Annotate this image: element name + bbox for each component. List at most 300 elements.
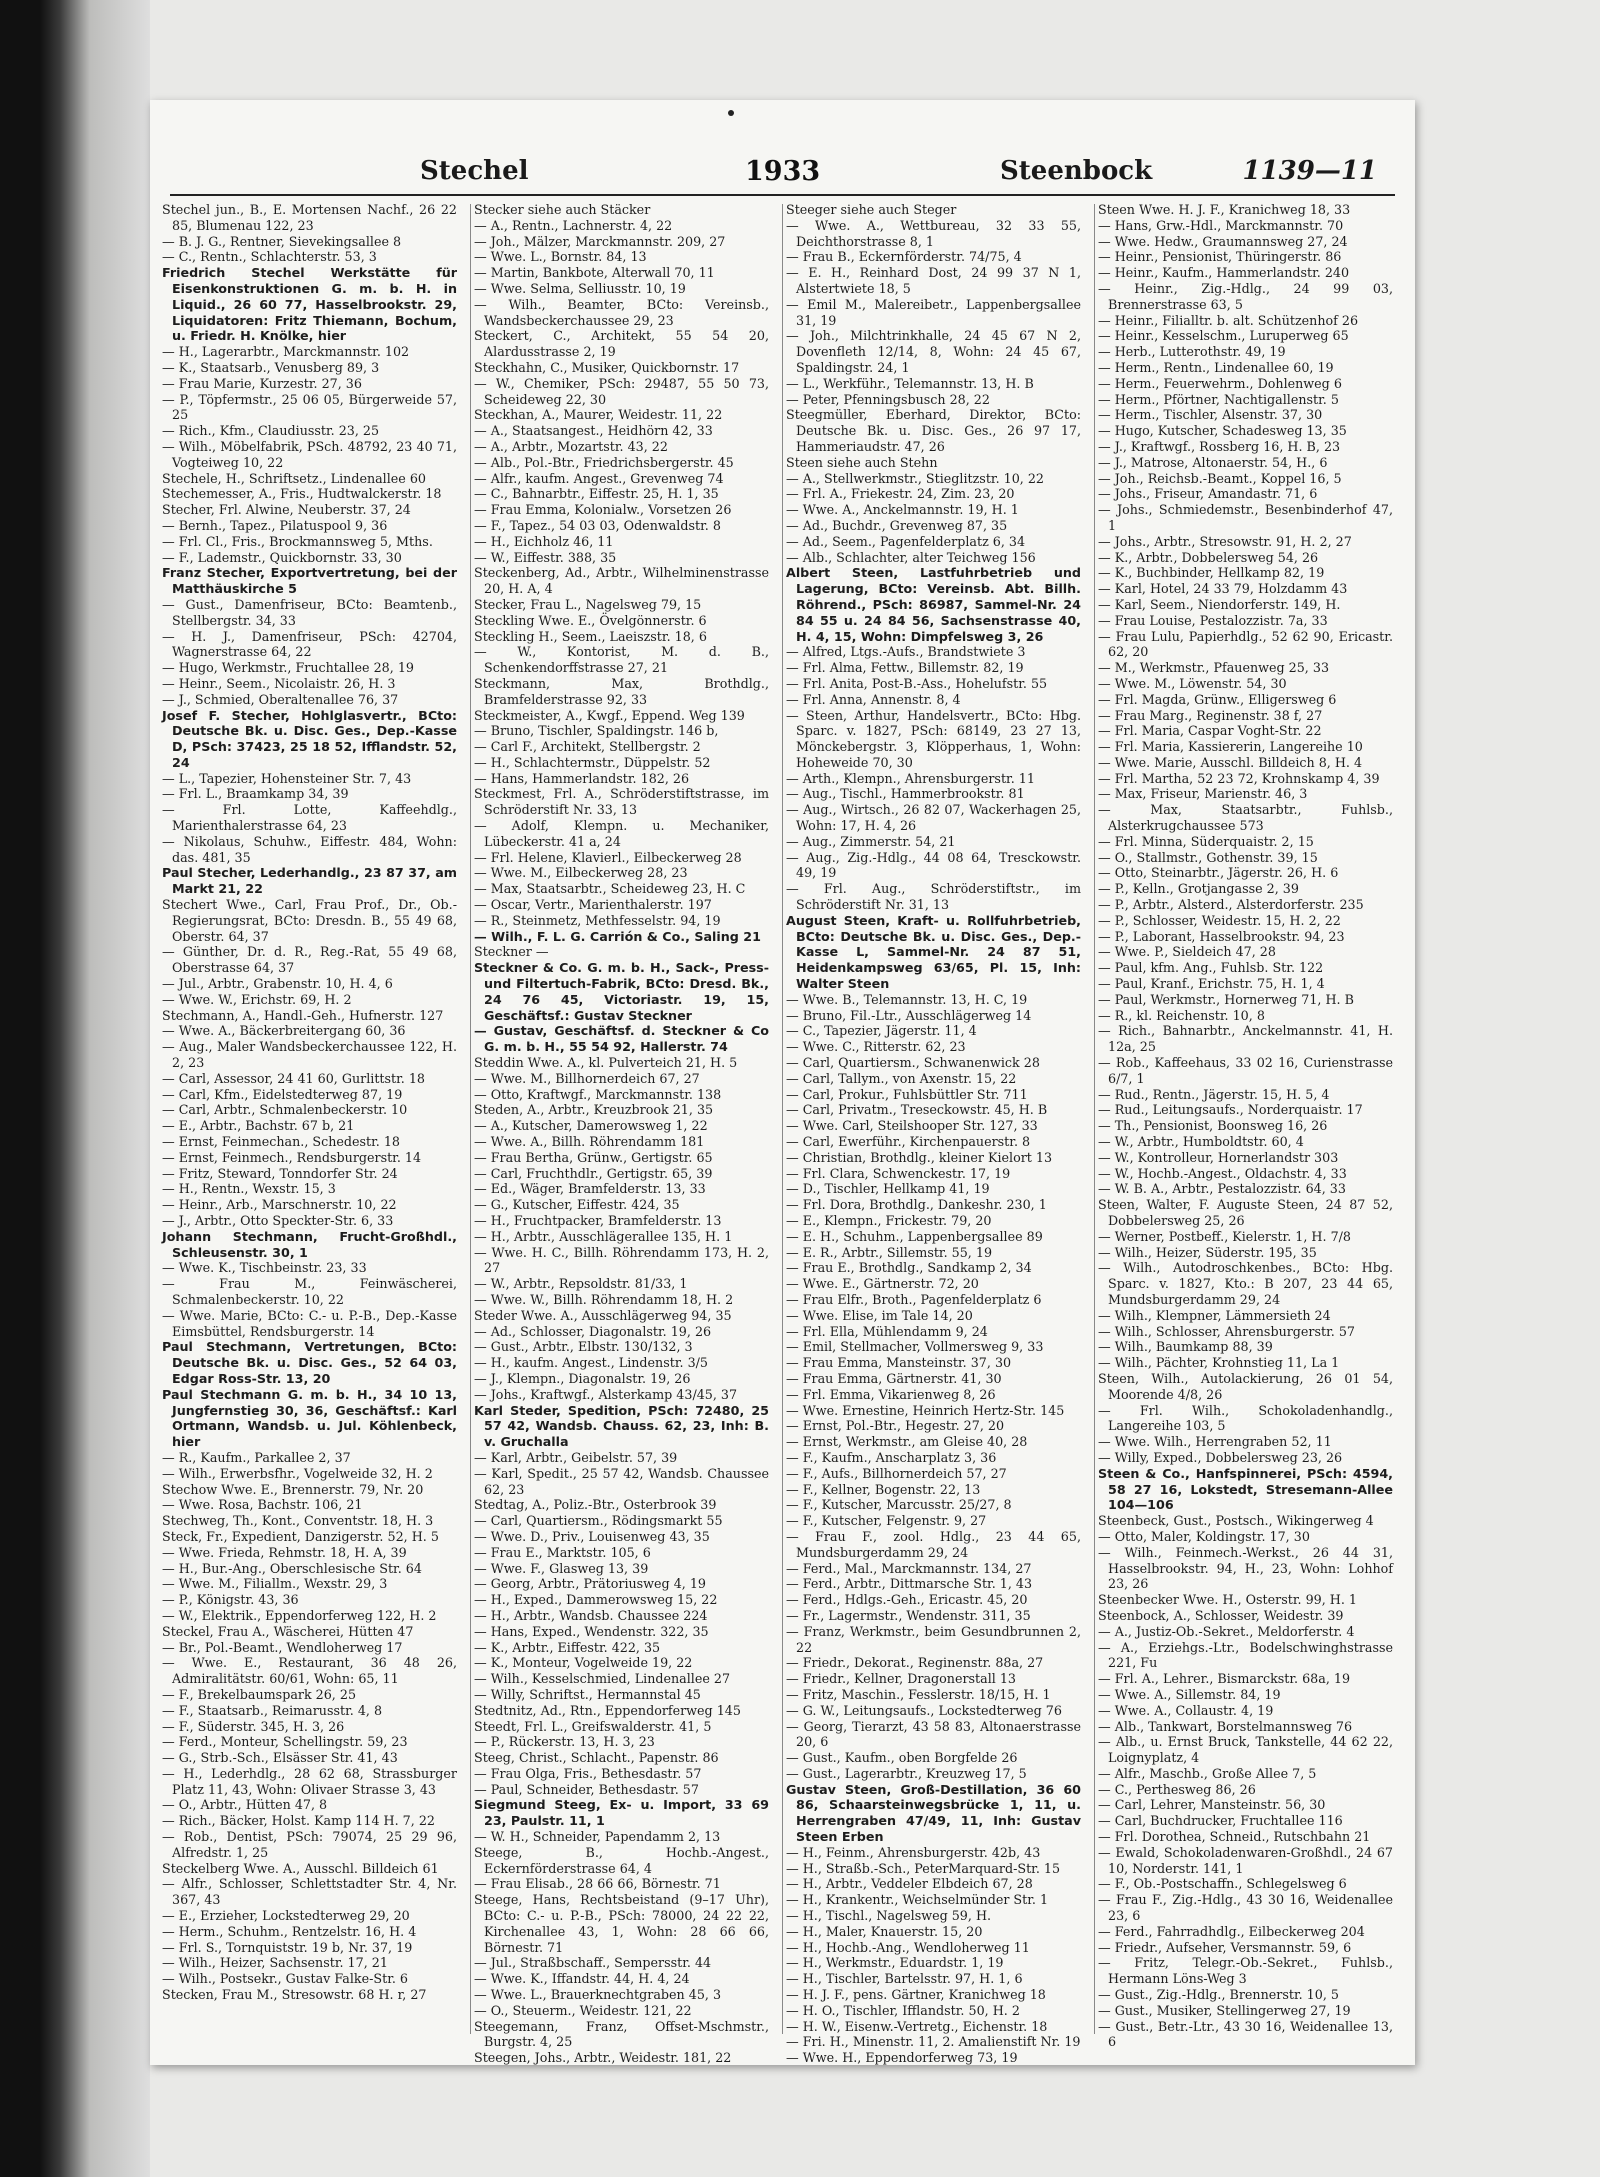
directory-entry: — Rich., Bahnarbtr., Anckelmannstr. 41, H. 12a, 25: [1098, 1023, 1393, 1055]
directory-entry: — Frl. Helene, Klavierl., Eilbeckerweg 28: [474, 849, 742, 865]
directory-entry: — R., Kaufm., Parkallee 2, 37: [162, 1449, 351, 1465]
directory-entry: — W. B. A., Arbtr., Pestalozzistr. 64, 33: [1098, 1181, 1346, 1197]
directory-entry: — Peter, Pfenningsbusch 28, 22: [786, 391, 990, 407]
directory-entry: — Frau F., zool. Hdlg., 23 44 65, Mundsburgerdamm 29, 24: [786, 1528, 1081, 1560]
directory-entry: Stechemesser, A., Fris., Hudtwalckerstr. 18: [162, 486, 442, 502]
directory-entry: — Paul, Kranf., Erichstr. 75, H. 1, 4: [1098, 976, 1325, 992]
directory-entry: — Wilh., Erwerbsfhr., Vogelweide 32, H. 2: [162, 1465, 433, 1481]
directory-entry: — R., Steinmetz, Methfesselstr. 94, 19: [474, 912, 721, 928]
directory-entry: — Wilh., Autodroschkenbes., BCto: Hbg. Sparc. v. 1827, Kto.: B 207, 23 44 65, Mundsburgerdamm 29, 24: [1098, 1260, 1393, 1307]
directory-entry: — Friedr., Kellner, Dragonerstall 13: [786, 1671, 1016, 1687]
directory-entry: — Ernst, Feinmechan., Schedestr. 18: [162, 1134, 400, 1150]
directory-entry: Paul Stechmann, Vertretungen, BCto: Deutsche Bk. u. Disc. Ges., 52 64 03, Edgar Ross-Str. 13, 20: [162, 1339, 457, 1386]
directory-entry: — K., Staatsarb., Venusberg 89, 3: [162, 359, 380, 375]
directory-entry: — Frau F., Zig.-Hdlg., 43 30 16, Weidenallee 23, 6: [1098, 1892, 1393, 1924]
directory-entry: — Herm., Tischler, Alsenstr. 37, 30: [1098, 407, 1323, 423]
directory-entry: — O., Steuerm., Weidestr. 121, 22: [474, 2002, 692, 2018]
directory-entry: — Heinr., Zig.-Hdlg., 24 99 03, Brennerstrasse 63, 5: [1098, 280, 1393, 312]
directory-entry: — Wwe. Hedw., Graumannsweg 27, 24: [1098, 233, 1348, 249]
directory-entry: — Rich., Kfm., Claudiusstr. 23, 25: [162, 423, 380, 439]
column-3: [786, 202, 1081, 2066]
directory-entry: — Carl, Kfm., Eidelstedterweg 87, 19: [162, 1086, 403, 1102]
directory-entry: — Wwe. W., Erichstr. 69, H. 2: [162, 991, 352, 1007]
directory-entry: — Frl. Dorothea, Schneid., Rutschbahn 21: [1098, 1829, 1371, 1845]
directory-entry: — Frau Louise, Pestalozzistr. 7a, 33: [1098, 612, 1328, 628]
directory-entry: — Wwe. A., Billh. Röhrendamm 181: [474, 1134, 705, 1150]
directory-entry: — Aug., Maler Wandsbeckerchaussee 122, H. 2, 23: [162, 1039, 457, 1071]
directory-entry: — Adolf, Klempn. u. Mechaniker, Lübeckerstr. 41 a, 24: [474, 818, 769, 849]
directory-entry: — A., Stellwerkmstr., Stieglitzstr. 10, 22: [786, 470, 1045, 486]
directory-entry: Steen, Wilh., Autolackierung, 26 01 54, Moorende 4/8, 26: [1098, 1370, 1393, 1402]
directory-entry: — Wwe. A., Collaustr. 4, 19: [1098, 1702, 1274, 1718]
directory-entry: August Steen, Kraft- u. Rollfuhrbetrieb, BCto: Deutsche Bk. u. Disc. Ges., Dep.-Kasse L, Sammel-Nr. 24 87 51, Heidenkampsweg 63/65, Pl. 15, Inh: Walter Steen: [786, 912, 1081, 992]
directory-entry: — K., Monteur, Vogelweide 19, 22: [474, 1655, 693, 1671]
directory-entry: — F., Brekelbaumspark 26, 25: [162, 1686, 357, 1702]
directory-entry: Steegemann, Franz, Offset-Mschmstr., Burgstr. 4, 25: [474, 2018, 769, 2050]
directory-entry: — F., Lademstr., Quickbornstr. 33, 30: [162, 549, 402, 565]
directory-entry: — E. R., Arbtr., Sillemstr. 55, 19: [786, 1244, 993, 1260]
directory-entry: Steckmann, Max, Brothdlg., Bramfelderstrasse 92, 33: [474, 675, 769, 707]
directory-entry: Steder Wwe. A., Ausschlägerweg 94, 35: [474, 1307, 732, 1323]
directory-entry: Steenbock, A., Schlosser, Weidestr. 39: [1098, 1607, 1344, 1623]
directory-entry: — Wilh., Feinmech.-Werkst., 26 44 31, Hasselbrookstr. 94, H., 23, Wohn: Lohhof 23, 26: [1098, 1544, 1393, 1592]
directory-entry: — F., Kutscher, Felgenstr. 9, 27: [786, 1513, 987, 1529]
directory-entry: — Wwe. A., Wettbureau, 32 33 55, Deichthorstrasse 8, 1: [786, 217, 1081, 249]
directory-entry: — Günther, Dr. d. R., Reg.-Rat, 55 49 68, Oberstrasse 64, 37: [162, 944, 457, 976]
directory-entry: — Ernst, Werkmstr., am Gleise 40, 28: [786, 1434, 1028, 1450]
directory-entry: — Wwe. M., Filiallm., Wexstr. 29, 3: [162, 1576, 388, 1592]
directory-entry: — W., Kontrolleur, Hornerlandstr 303: [1098, 1149, 1339, 1165]
header-last-entry: Steenbock: [1000, 156, 1153, 186]
directory-entry: — Alb., Schlachter, alter Teichweg 156: [786, 549, 1036, 565]
directory-entry: — Ed., Wäger, Bramfelderstr. 13, 33: [474, 1181, 706, 1197]
directory-entry: — Wwe. E., Gärtnerstr. 72, 20: [786, 1276, 979, 1292]
directory-entry: — Wwe. Carl, Steilshooper Str. 127, 33: [786, 1118, 1038, 1134]
directory-entry: — Frl. Emma, Vikarienweg 8, 26: [786, 1386, 996, 1402]
directory-entry: — K., Buchbinder, Hellkamp 82, 19: [1098, 565, 1325, 581]
directory-entry: Stechmann, A., Handl.-Geh., Hufnerstr. 127: [162, 1007, 444, 1023]
directory-entry: — Joh., Reichsb.-Beamt., Koppel 16, 5: [1098, 470, 1342, 486]
directory-entry: — Wilh., Heizer, Süderstr. 195, 35: [1098, 1244, 1317, 1260]
directory-entry: — Franz, Werkmstr., beim Gesundbrunnen 2, 22: [786, 1623, 1081, 1655]
directory-entry: — Paul, kfm. Ang., Fuhlsb. Str. 122: [1098, 960, 1324, 976]
directory-entry: — H., Schlachtermstr., Düppelstr. 52: [474, 754, 711, 770]
directory-entry: — Fri. H., Minenstr. 11, 2. Amalienstift Nr. 19: [786, 2034, 1081, 2050]
directory-entry: — Aug., Zig.-Hdlg., 44 08 64, Tresckowstr. 49, 19: [786, 849, 1081, 881]
directory-entry: Steck, Fr., Expedient, Danzigerstr. 52, H. 5: [162, 1528, 439, 1544]
directory-entry: — Johs., Arbtr., Stresowstr. 91, H. 2, 27: [1098, 533, 1352, 549]
directory-entry: — E., Klempn., Frickestr. 79, 20: [786, 1213, 992, 1228]
directory-entry: — Frau Emma, Mansteinstr. 37, 30: [786, 1355, 1012, 1371]
print-dot: [728, 110, 734, 116]
directory-entry: — Heinr., Seem., Nicolaistr. 26, H. 3: [162, 675, 396, 691]
directory-entry: — Wwe. L., Brauerknechtgraben 45, 3: [474, 1987, 722, 2003]
directory-entry: — L., Tapezier, Hohensteiner Str. 7, 43: [162, 770, 412, 786]
directory-entry: — Frl. Aug., Schröderstiftstr., im Schröderstift Nr. 31, 13: [786, 881, 1081, 913]
directory-entry: Steckling H., Seem., Laeiszstr. 18, 6: [474, 628, 707, 644]
directory-entry: — Paul, Schneider, Bethesdastr. 57: [474, 1781, 699, 1797]
directory-entry: — Frl. Lotte, Kaffeehdlg., Marienthalerstrasse 64, 23: [162, 802, 457, 834]
directory-entry: — H., Arbtr., Veddeler Elbdeich 67, 28: [786, 1876, 1033, 1892]
directory-entry: — H., Hochb.-Ang., Wendloherweg 11: [786, 1939, 1030, 1955]
directory-entry: — G., Strb.-Sch., Elsässer Str. 41, 43: [162, 1750, 398, 1766]
directory-entry: — Carl, Tallym., von Axenstr. 15, 22: [786, 1070, 1017, 1086]
directory-entry: — Johs., Kraftwgf., Alsterkamp 43/45, 37: [474, 1386, 738, 1402]
directory-entry: — Carl, Assessor, 24 41 60, Gurlittstr. 18: [162, 1070, 426, 1086]
directory-entry: — Wwe. Marie, BCto: C.- u. P.-B., Dep.-Kasse Eimsbüttel, Rendsburgerstr. 14: [162, 1307, 457, 1339]
directory-entry: — J., Klempn., Diagonalstr. 19, 26: [474, 1370, 691, 1386]
directory-entry: — Max, Staatsarbtr., Scheideweg 23, H. C: [474, 881, 746, 897]
directory-entry: — Hans, Exped., Wendenstr. 322, 35: [474, 1623, 709, 1639]
directory-entry: — Rud., Leitungsaufs., Norderquaistr. 17: [1098, 1102, 1363, 1118]
directory-entry: — Friedr., Aufseher, Versmannstr. 59, 6: [1098, 1939, 1352, 1955]
directory-entry: — Ad., Buchdr., Grevenweg 87, 35: [786, 517, 1008, 533]
directory-entry: — Wwe. Wilh., Herrengraben 52, 11: [1098, 1434, 1332, 1450]
directory-entry: — Frau Bertha, Grünw., Gertigstr. 65: [474, 1149, 713, 1165]
directory-entry: — Frl. Anita, Post-B.-Ass., Hohelufstr. 55: [786, 675, 1048, 691]
directory-entry: — H., Arbtr., Ausschlägerallee 135, H. 1: [474, 1228, 733, 1244]
directory-entry: — Frl. L., Braamkamp 34, 39: [162, 786, 349, 802]
directory-entry: — Aug., Zimmerstr. 54, 21: [786, 833, 956, 849]
directory-entry: Stecher, Frl. Alwine, Neuberstr. 37, 24: [162, 502, 411, 518]
directory-entry: Steddin Wwe. A., kl. Pulverteich 21, H. 5: [474, 1055, 738, 1071]
directory-entry: Steen siehe auch Stehn: [786, 454, 938, 470]
directory-entry: — Herb., Lutterothstr. 49, 19: [1098, 344, 1286, 360]
directory-entry: — H. W., Eisenw.-Vertretg., Eichenstr. 18: [786, 2018, 1048, 2034]
directory-entry: — H., Fruchtpacker, Bramfelderstr. 13: [474, 1213, 722, 1228]
directory-entry: — E., Erzieher, Lockstedterweg 29, 20: [162, 1908, 410, 1924]
directory-entry: — Ad., Schlosser, Diagonalstr. 19, 26: [474, 1323, 712, 1339]
directory-entry: — Gust., Lagerarbtr., Kreuzweg 17, 5: [786, 1765, 1027, 1781]
column-1: [162, 202, 457, 2042]
directory-entry: — F., Kutscher, Marcusstr. 25/27, 8: [786, 1497, 1012, 1513]
directory-entry: — H., Bur.-Ang., Oberschlesische Str. 64: [162, 1560, 422, 1576]
directory-entry: Steeger siehe auch Steger: [786, 202, 957, 217]
directory-entry: — E., Arbtr., Bachstr. 67 b, 21: [162, 1118, 355, 1134]
directory-entry: Steen & Co., Hanfspinnerei, PSch: 4594, 58 27 16, Lokstedt, Stresemann-Allee 104—106: [1098, 1465, 1393, 1513]
page-header: [170, 152, 1395, 196]
directory-entry: Stechow Wwe. E., Brennerstr. 79, Nr. 20: [162, 1481, 424, 1497]
directory-entry: — Oscar, Vertr., Marienthalerstr. 197: [474, 897, 712, 913]
directory-entry: — Max, Friseur, Marienstr. 46, 3: [1098, 786, 1308, 802]
directory-entry: Steckling Wwe. E., Övelgönnerstr. 6: [474, 612, 707, 628]
directory-entry: Steckner —: [474, 944, 549, 960]
directory-entry: Stedtnitz, Ad., Rtn., Eppendorferweg 145: [474, 1702, 741, 1718]
directory-entry: Steege, B., Hochb.-Angest., Eckernförderstrasse 64, 4: [474, 1844, 769, 1876]
directory-entry: Steckel, Frau A., Wäscherei, Hütten 47: [162, 1623, 414, 1639]
directory-entry: — Bernh., Tapez., Pilatuspool 9, 36: [162, 517, 388, 533]
directory-entry: Karl Steder, Spedition, PSch: 72480, 25 57 42, Wandsb. Chauss. 62, 23, Inh: B. v. Gruchalla: [474, 1402, 769, 1450]
directory-entry: Stecker siehe auch Stäcker: [474, 202, 651, 217]
directory-entry: — Wilh., Beamter, BCto: Vereinsb., Wandsbeckerchaussee 29, 23: [474, 296, 769, 328]
directory-entry: — Martin, Bankbote, Alterwall 70, 11: [474, 265, 715, 281]
directory-entry: — Frl. Maria, Kassiererin, Langereihe 10: [1098, 739, 1363, 755]
directory-entry: Stecken, Frau M., Stresowstr. 68 H. r, 27: [162, 1987, 427, 2003]
directory-entry: — Frl. Dora, Brothdlg., Dankeshr. 230, 1: [786, 1197, 1047, 1213]
directory-entry: — Wilh., Postsekr., Gustav Falke-Str. 6: [162, 1971, 408, 1987]
directory-entry: — Wwe. W., Billh. Röhrendamm 18, H. 2: [474, 1291, 734, 1307]
directory-entry: — Jul., Arbtr., Grabenstr. 10, H. 4, 6: [162, 976, 393, 992]
directory-entry: — Frau Emma, Kolonialw., Vorsetzen 26: [474, 502, 732, 518]
directory-entry: — P., Laborant, Hasselbrookstr. 94, 23: [1098, 928, 1345, 944]
directory-entry: — Hans, Hammerlandstr. 182, 26: [474, 770, 690, 786]
directory-entry: — P., Töpfermstr., 25 06 05, Bürgerweide 57, 25: [162, 391, 457, 423]
directory-entry: — W., Elektrik., Eppendorferweg 122, H. 2: [162, 1607, 437, 1623]
directory-entry: — Herm., Rentn., Lindenallee 60, 19: [1098, 359, 1334, 375]
directory-entry: Steen, Walter, F. Auguste Steen, 24 87 52, Dobbelersweg 25, 26: [1098, 1197, 1393, 1228]
directory-entry: — Wwe. M., Eilbeckerweg 28, 23: [474, 865, 688, 881]
directory-entry: Steen Wwe. H. J. F., Kranichweg 18, 33: [1098, 202, 1351, 217]
directory-entry: — A., Kutscher, Damerowsweg 1, 22: [474, 1118, 708, 1134]
directory-entry: — O., Arbtr., Hütten 47, 8: [162, 1797, 328, 1813]
directory-entry: — Georg, Tierarzt, 43 58 83, Altonaerstrasse 20, 6: [786, 1718, 1081, 1750]
directory-entry: — Wwe. H. C., Billh. Röhrendamm 173, H. 2, 27: [474, 1244, 769, 1276]
directory-entry: — H., Lagerarbtr., Marckmannstr. 102: [162, 344, 410, 360]
directory-entry: — H., Exped., Dammerowsweg 15, 22: [474, 1592, 718, 1608]
directory-entry: Stechel jun., B., E. Mortensen Nachf., 26 22 85, Blumenau 122, 23: [162, 202, 457, 233]
directory-entry: — Gust., Betr.-Ltr., 43 30 16, Weidenallee 13, 6: [1098, 2018, 1393, 2050]
directory-entry: — W., Hochb.-Angest., Oldachstr. 4, 33: [1098, 1165, 1347, 1181]
directory-entry: — Wilh., Schlosser, Ahrensburgerstr. 57: [1098, 1323, 1355, 1339]
directory-entry: — Alb., Tankwart, Borstelmannsweg 76: [1098, 1718, 1353, 1734]
column-2: [474, 202, 769, 2066]
directory-entry: — Wwe. E., Restaurant, 36 48 26, Admiralitätstr. 60/61, Wohn: 65, 11: [162, 1655, 457, 1687]
directory-entry: — F., Ob.-Postschaffn., Schlegelsweg 6: [1098, 1876, 1347, 1892]
directory-entry: — Rich., Bäcker, Holst. Kamp 114 H. 7, 22: [162, 1813, 435, 1829]
directory-entry: Gustav Steen, Groß-Destillation, 36 60 86, Schaarsteinwegsbrücke 1, 11, u. Herrengraben 47/49, 11, Inh: Gustav Steen Erben: [786, 1781, 1081, 1845]
directory-entry: — C., Rentn., Schlachterstr. 53, 3: [162, 249, 377, 265]
directory-entry: — Carl, Quartiersm., Rödingsmarkt 55: [474, 1513, 723, 1529]
directory-entry: — Bruno, Fil.-Ltr., Ausschlägerweg 14: [786, 1007, 1032, 1023]
directory-entry: — Willy, Schriftst., Hermannstal 45: [474, 1686, 701, 1702]
directory-entry: — P., Rückerstr. 13, H. 3, 23: [474, 1734, 655, 1750]
directory-entry: — Bruno, Tischler, Spaldingstr. 146 b,: [474, 723, 719, 739]
directory-entry: — Otto, Maler, Koldingstr. 17, 30: [1098, 1528, 1310, 1544]
directory-entry: — Georg, Arbtr., Prätoriusweg 4, 19: [474, 1576, 706, 1592]
directory-entry: — P., Kelln., Grotjangasse 2, 39: [1098, 881, 1299, 897]
directory-entry: — A., Staatsangest., Heidhörn 42, 33: [474, 423, 713, 439]
directory-entry: — Wwe. D., Priv., Louisenweg 43, 35: [474, 1528, 710, 1544]
directory-entry: — Ewald, Schokoladenwaren-Großhdl., 24 67 10, Norderstr. 141, 1: [1098, 1844, 1393, 1876]
directory-entry: — Frau M., Feinwäscherei, Schmalenbeckerstr. 10, 22: [162, 1276, 457, 1307]
directory-entry: Steenbeck, Gust., Postsch., Wikingerweg 4: [1098, 1513, 1374, 1529]
directory-entry: — C., Tapezier, Jägerstr. 11, 4: [786, 1023, 977, 1039]
directory-entry: — Karl, Spedit., 25 57 42, Wandsb. Chaussee 62, 23: [474, 1465, 769, 1497]
directory-entry: — Wwe. L., Bornstr. 84, 13: [474, 249, 647, 265]
directory-entry: Steegmüller, Eberhard, Direktor, BCto: Deutsche Bk. u. Disc. Ges., 26 97 17, Hammeriaudstr. 47, 26: [786, 407, 1081, 454]
directory-entry: — Frl. S., Tornquiststr. 19 b, Nr. 37, 19: [162, 1939, 413, 1955]
directory-entry: — Wwe. K., Tischbeinstr. 23, 33: [162, 1260, 367, 1276]
directory-entry: — Fritz, Maschin., Fesslerstr. 18/15, H. 1: [786, 1686, 1051, 1702]
directory-entry: — Frl. Anna, Annenstr. 8, 4: [786, 691, 961, 707]
directory-entry: — Wwe. H., Eppendorferweg 73, 19: [786, 2050, 1018, 2066]
directory-entry: — C., Bahnarbtr., Eiffestr. 25, H. 1, 35: [474, 486, 719, 502]
directory-entry: — Wwe. F., Glasweg 13, 39: [474, 1560, 649, 1576]
directory-entry: Steckner & Co. G. m. b. H., Sack-, Press- und Filtertuch-Fabrik, BCto: Dresd. Bk., 24 76 45, Victoriastr. 19, 15, Geschäftsf.: Gustav Steckner: [474, 960, 769, 1023]
directory-entry: — Joh., Milchtrinkhalle, 24 45 67 N 2, Dovenfleth 12/14, 8, Wohn: 24 45 67, Spaldingstr. 24, 1: [786, 328, 1081, 375]
directory-entry: — G. W., Leitungsaufs., Lockstedterweg 76: [786, 1702, 1062, 1718]
directory-entry: — Emil M., Malereibetr., Lappenbergsallee 31, 19: [786, 296, 1081, 328]
directory-entry: — Carl, Arbtr., Schmalenbeckerstr. 10: [162, 1102, 408, 1118]
directory-entry: — Frl. Wilh., Schokoladenhandlg., Langereihe 103, 5: [1098, 1402, 1393, 1434]
directory-entry: Steenbecker Wwe. H., Osterstr. 99, H. 1: [1098, 1592, 1357, 1608]
directory-entry: — P., Arbtr., Alsterd., Alsterdorferstr. 235: [1098, 897, 1364, 913]
directory-entry: — Alfr., Maschb., Große Allee 7, 5: [1098, 1765, 1317, 1781]
directory-entry: Paul Stecher, Lederhandlg., 23 87 37, am Markt 21, 22: [162, 865, 457, 897]
directory-entry: Steedt, Frl. L., Greifswalderstr. 41, 5: [474, 1718, 712, 1734]
directory-entry: — A., Erziehgs.-Ltr., Bodelschwinghstrasse 221, Fu: [1098, 1639, 1393, 1671]
directory-entry: — Arth., Klempn., Ahrensburgerstr. 11: [786, 770, 1035, 786]
directory-entry: — H. O., Tischler, Ifflandstr. 50, H. 2: [786, 2002, 1020, 2018]
directory-entry: — Wilh., Klempner, Lämmersieth 24: [1098, 1307, 1331, 1323]
directory-entry: — Frau Olga, Fris., Bethesdastr. 57: [474, 1765, 702, 1781]
directory-entry: — Frau Elisab., 28 66 66, Börnestr. 71: [474, 1876, 721, 1892]
directory-entry: — W., Eiffestr. 388, 35: [474, 549, 617, 565]
directory-entry: — C., Perthesweg 86, 26: [1098, 1781, 1256, 1797]
directory-entry: Steege, Hans, Rechtsbeistand (9–17 Uhr), BCto: C.- u. P.-B., PSch: 78000, 24 22 22, Kirchenallee 43, 1, Wohn: 28 66 66, Börnestr. 71: [474, 1892, 769, 1955]
directory-entry: Siegmund Steeg, Ex- u. Import, 33 69 23, Paulstr. 11, 1: [474, 1797, 769, 1829]
directory-entry: — Ferd., Fahrradhdlg., Eilbeckerweg 204: [1098, 1923, 1365, 1939]
directory-entry: — H., Eichholz 46, 11: [474, 533, 614, 549]
directory-entry: — B. J. G., Rentner, Sievekingsallee 8: [162, 233, 402, 249]
directory-entry: — H., Lederhdlg., 28 62 68, Strassburger Platz 11, 43, Wohn: Olivaer Strasse 3, 43: [162, 1765, 457, 1797]
header-first-entry: Stechel: [420, 156, 529, 186]
directory-entry: Stechweg, Th., Kont., Conventstr. 18, H. 3: [162, 1513, 434, 1529]
directory-entry: — H., Tischler, Bartelsstr. 97, H. 1, 6: [786, 1971, 1023, 1987]
directory-entry: — Wwe. M., Löwenstr. 54, 30: [1098, 675, 1287, 691]
directory-entry: — Karl, Hotel, 24 33 79, Holzdamm 43: [1098, 581, 1348, 597]
directory-entry: — Nikolaus, Schuhw., Eiffestr. 484, Wohn: das. 481, 35: [162, 833, 457, 865]
directory-entry: — Frl. Alma, Fettw., Billemstr. 82, 19: [786, 660, 1024, 676]
directory-entry: — Frl. Cl., Fris., Brockmannsweg 5, Mths.: [162, 533, 433, 549]
directory-entry: — K., Arbtr., Eiffestr. 422, 35: [474, 1639, 661, 1655]
directory-entry: — F., Süderstr. 345, H. 3, 26: [162, 1718, 345, 1734]
directory-entry: — Ernst, Feinmech., Rendsburgerstr. 14: [162, 1149, 422, 1165]
directory-entry: — Carl, Lehrer, Mansteinstr. 56, 30: [1098, 1797, 1326, 1813]
directory-entry: Steckmest, Frl. A., Schröderstiftstrasse, im Schröderstift Nr. 33, 13: [474, 786, 769, 818]
directory-entry: Steckmeister, A., Kwgf., Eppend. Weg 139: [474, 707, 745, 723]
directory-entry: — Frau Emma, Gärtnerstr. 41, 30: [786, 1370, 1002, 1386]
directory-entry: — Wilh., Heizer, Sachsenstr. 17, 21: [162, 1955, 388, 1971]
directory-entry: — Herm., Schuhm., Rentzelstr. 16, H. 4: [162, 1923, 417, 1939]
directory-entry: — Carl F., Architekt, Stellbergstr. 2: [474, 739, 701, 755]
directory-entry: — Gust., Damenfriseur, BCto: Beamtenb., Stellbergstr. 34, 33: [162, 596, 457, 628]
directory-entry: — Christian, Brothdlg., kleiner Kielort 13: [786, 1149, 1053, 1165]
directory-entry: — Werner, Postbeff., Kielerstr. 1, H. 7/8: [1098, 1228, 1351, 1244]
directory-entry: — Gust., Musiker, Stellingerweg 27, 19: [1098, 2002, 1351, 2018]
directory-entry: — Frl. A., Lehrer., Bismarckstr. 68a, 19: [1098, 1671, 1351, 1687]
directory-entry: — Frl. Ella, Mühlendamm 9, 24: [786, 1323, 988, 1339]
directory-entry: — Heinr., Kaufm., Hammerlandstr. 240: [1098, 265, 1350, 281]
directory-entry: — H., Straßb.-Sch., PeterMarquard-Str. 15: [786, 1860, 1061, 1876]
directory-entry: — Johs., Friseur, Amandastr. 71, 6: [1098, 486, 1318, 502]
directory-entry: — R., kl. Reichenstr. 10, 8: [1098, 1007, 1265, 1023]
directory-entry: — Friedr., Dekorat., Reginenstr. 88a, 27: [786, 1655, 1044, 1671]
directory-entry: — H., kaufm. Angest., Lindenstr. 3/5: [474, 1355, 708, 1371]
directory-entry: — Wwe. P., Sieldeich 47, 28: [1098, 944, 1276, 960]
book-binding: [0, 0, 150, 2177]
directory-entry: Steeg, Christ., Schlacht., Papenstr. 86: [474, 1750, 719, 1766]
header-page-number: 1139—11: [1242, 156, 1377, 186]
directory-entry: Steden, A., Arbtr., Kreuzbrook 21, 35: [474, 1102, 714, 1118]
directory-entry: — W., Kontorist, M. d. B., Schenkendorffstrasse 27, 21: [474, 644, 769, 676]
directory-entry: — Otto, Steinarbtr., Jägerstr. 26, H. 6: [1098, 865, 1339, 881]
directory-entry: — P., Schlosser, Weidestr. 15, H. 2, 22: [1098, 912, 1341, 928]
directory-entry: — Frau E., Brothdlg., Sandkamp 2, 34: [786, 1260, 1032, 1276]
directory-entry: Johann Stechmann, Frucht-Großhdl., Schleusenstr. 30, 1: [162, 1228, 457, 1260]
directory-entry: — Heinr., Arb., Marschnerstr. 10, 22: [162, 1197, 397, 1213]
directory-entry: — Wilh., Kesselschmied, Lindenallee 27: [474, 1671, 731, 1687]
directory-entry: — Frau B., Eckernförderstr. 74/75, 4: [786, 249, 1022, 265]
directory-entry: — A., Justiz-Ob.-Sekret., Meldorferstr. 4: [1098, 1623, 1355, 1639]
directory-entry: Steckhan, A., Maurer, Weidestr. 11, 22: [474, 407, 723, 423]
directory-entry: — J., Kraftwgf., Rossberg 16, H. B, 23: [1098, 438, 1341, 454]
directory-entry: Josef F. Stecher, Hohlglasvertr., BCto: Deutsche Bk. u. Disc. Ges., Dep.-Kasse D, PSch: 37423, 25 18 52, Ifflandstr. 52, 24: [162, 707, 457, 770]
directory-entry: — Gust., Kaufm., oben Borgfelde 26: [786, 1750, 1018, 1766]
directory-entry: Steckenberg, Ad., Arbtr., Wilhelminenstrasse 20, H. A, 4: [474, 565, 769, 597]
directory-entry: — Ferd., Hdlgs.-Geh., Ericastr. 45, 20: [786, 1592, 1028, 1608]
directory-entry: — W. H., Schneider, Papendamm 2, 13: [474, 1829, 721, 1845]
directory-entry: — Wwe. C., Ritterstr. 62, 23: [786, 1039, 966, 1055]
directory-entry: — J., Matrose, Altonaerstr. 54, H., 6: [1098, 454, 1328, 470]
directory-entry: Steckert, C., Architekt, 55 54 20, Alardusstrasse 2, 19: [474, 328, 769, 360]
directory-entry: — Frl. Maria, Caspar Voght-Str. 22: [1098, 723, 1322, 739]
directory-entry: — Gust., Arbtr., Elbstr. 130/132, 3: [474, 1339, 693, 1355]
directory-entry: — H. J. F., pens. Gärtner, Kranichweg 18: [786, 1987, 1046, 2003]
directory-entry: — Frl. Magda, Grünw., Elligersweg 6: [1098, 691, 1337, 707]
directory-entry: — Wwe. A., Anckelmannstr. 19, H. 1: [786, 502, 1019, 518]
directory-entry: — Br., Pol.-Beamt., Wendloherweg 17: [162, 1639, 403, 1655]
directory-columns: [162, 202, 1402, 2066]
directory-entry: Albert Steen, Lastfuhrbetrieb und Lagerung, BCto: Vereinsb. Abt. Billh. Röhrend., PSch: 86987, Sammel-Nr. 24 84 55 u. 24 84 56, Sachsenstrasse 40, H. 4, 15, Wohn: Dimpfelsweg 3, 26: [786, 565, 1081, 644]
directory-entry: — Wwe. Ernestine, Heinrich Hertz-Str. 145: [786, 1402, 1065, 1418]
directory-entry: — Wilh., Möbelfabrik, PSch. 48792, 23 40 71, Vogteiweg 10, 22: [162, 438, 457, 470]
directory-entry: — Carl, Quartiersm., Schwanenwick 28: [786, 1055, 1040, 1071]
directory-entry: — P., Königstr. 43, 36: [162, 1592, 299, 1608]
directory-entry: — E. H., Reinhard Dost, 24 99 37 N 1, Alstertwiete 18, 5: [786, 265, 1081, 296]
directory-entry: — Hans, Grw.-Hdl., Marckmannstr. 70: [1098, 217, 1344, 233]
directory-entry: — A., Arbtr., Mozartstr. 43, 22: [474, 438, 668, 454]
directory-entry: — Paul, Werkmstr., Hornerweg 71, H. B: [1098, 991, 1354, 1007]
directory-entry: — Hugo, Werkmstr., Fruchtallee 28, 19: [162, 660, 414, 676]
directory-entry: — Rob., Kaffeehaus, 33 02 16, Curienstrasse 6/7, 1: [1098, 1055, 1393, 1086]
directory-entry: — Wwe. Marie, Ausschl. Billdeich 8, H. 4: [1098, 754, 1363, 770]
directory-entry: — M., Werkmstr., Pfauenweg 25, 33: [1098, 660, 1330, 676]
directory-entry: — Rud., Rentn., Jägerstr. 15, H. 5, 4: [1098, 1086, 1330, 1102]
directory-entry: — Frl. Minna, Süderquaistr. 2, 15: [1098, 833, 1314, 849]
directory-entry: — D., Tischler, Hellkamp 41, 19: [786, 1181, 990, 1197]
directory-entry: — Ferd., Mal., Marckmannstr. 134, 27: [786, 1560, 1032, 1576]
directory-entry: — Alb., u. Ernst Bruck, Tankstelle, 44 62 22, Loignyplatz, 4: [1098, 1734, 1393, 1766]
directory-entry: — Otto, Kraftwgf., Marckmannstr. 138: [474, 1086, 722, 1102]
directory-entry: — H., Werkmstr., Eduardstr. 1, 19: [786, 1955, 1004, 1971]
directory-entry: — F., Kellner, Bogenstr. 22, 13: [786, 1481, 981, 1497]
directory-entry: — Willy, Exped., Dobbelersweg 23, 26: [1098, 1449, 1343, 1465]
directory-entry: — Frl. A., Friekestr. 24, Zim. 23, 20: [786, 486, 1015, 502]
directory-entry: Steckhahn, C., Musiker, Quickbornstr. 17: [474, 359, 740, 375]
directory-entry: — J., Schmied, Oberaltenallee 76, 37: [162, 691, 399, 707]
directory-entry: — Wilh., F. L. G. Carrión & Co., Saling 21: [474, 928, 761, 944]
directory-entry: — O., Stallmstr., Gothenstr. 39, 15: [1098, 849, 1318, 865]
directory-entry: — Frau E., Marktstr. 105, 6: [474, 1544, 651, 1560]
directory-entry: — Herm., Feuerwehrm., Dohlenweg 6: [1098, 375, 1342, 391]
directory-entry: — Heinr., Pensionist, Thüringerstr. 86: [1098, 249, 1342, 265]
directory-entry: — Ernst, Pol.-Btr., Hegestr. 27, 20: [786, 1418, 1005, 1434]
directory-entry: — F., Aufs., Billhornerdeich 57, 27: [786, 1465, 1007, 1481]
directory-entry: — H., Krankentr., Weichselmünder Str. 1: [786, 1892, 1049, 1908]
directory-entry: — Hugo, Kutscher, Schadesweg 13, 35: [1098, 423, 1347, 439]
directory-entry: — Fr., Lagermstr., Wendenstr. 311, 35: [786, 1607, 1031, 1623]
